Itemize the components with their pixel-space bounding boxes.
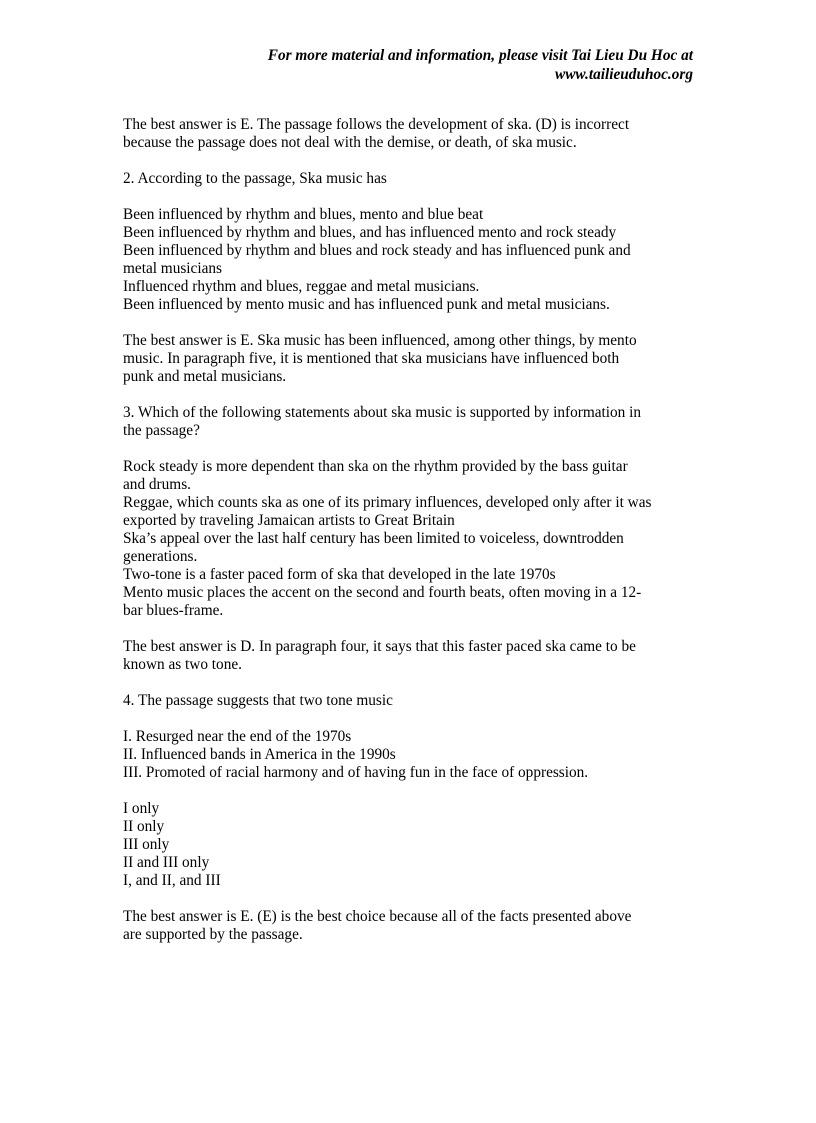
q2-option: Influenced rhythm and blues, reggae and metal musicians. (123, 278, 480, 295)
q2-option: Been influenced by rhythm and blues, mento and blue beat (123, 206, 484, 223)
q2-explanation-line: music. In paragraph five, it is mentioned that ska musicians have influenced both (123, 350, 620, 367)
q4-explanation-line: are supported by the passage. (123, 926, 303, 943)
q3-option: exported by traveling Jamaican artists to Great Britain (123, 512, 455, 529)
q4-option: II and III only (123, 854, 210, 871)
q3-option: Mento music places the accent on the second and fourth beats, often moving in a 12- (123, 584, 642, 601)
q4-question: 4. The passage suggests that two tone music (123, 692, 393, 709)
q2-option: Been influenced by mento music and has influenced punk and metal musicians. (123, 296, 610, 313)
q3-option: bar blues-frame. (123, 602, 224, 619)
header-website: www.tailieuduhoc.org (555, 66, 693, 83)
q3-explanation-line: known as two tone. (123, 656, 242, 673)
q2-option: Been influenced by rhythm and blues and rock steady and has influenced punk and (123, 242, 631, 259)
q3-option: Rock steady is more dependent than ska on the rhythm provided by the bass guitar (123, 458, 628, 475)
q4-statement: II. Influenced bands in America in the 1990s (123, 746, 396, 763)
q4-explanation-line: The best answer is E. (E) is the best choice because all of the facts presented above (123, 908, 632, 925)
q3-option: generations. (123, 548, 198, 565)
q2-explanation-line: The best answer is E. Ska music has been influenced, among other things, by mento (123, 332, 637, 349)
q4-option: II only (123, 818, 165, 835)
document-body (123, 116, 698, 944)
q2-explanation-line: punk and metal musicians. (123, 368, 287, 385)
q4-statement: I. Resurged near the end of the 1970s (123, 728, 352, 745)
q3-option: Two-tone is a faster paced form of ska that developed in the late 1970s (123, 566, 556, 583)
q2-option: Been influenced by rhythm and blues, and has influenced mento and rock steady (123, 224, 617, 241)
q3-option: Ska’s appeal over the last half century has been limited to voiceless, downtrodden (123, 530, 624, 547)
q3-question: the passage? (123, 422, 200, 439)
q3-option: and drums. (123, 476, 191, 493)
q4-option: III only (123, 836, 170, 853)
q2-question: 2. According to the passage, Ska music has (123, 170, 387, 187)
q4-option: I only (123, 800, 160, 817)
q1-explanation-line: The best answer is E. The passage follows the development of ska. (D) is incorrect (123, 116, 630, 133)
header-line-1: For more material and information, please visit Tai Lieu Du Hoc at (267, 47, 693, 64)
q2-option: metal musicians (123, 260, 222, 277)
q3-option: Reggae, which counts ska as one of its primary influences, developed only after it was (123, 494, 652, 511)
q4-option: I, and II, and III (123, 872, 221, 889)
q1-explanation-line: because the passage does not deal with the demise, or death, of ska music. (123, 134, 577, 151)
q4-statement: III. Promoted of racial harmony and of having fun in the face of oppression. (123, 764, 589, 781)
page-header (268, 46, 693, 84)
q3-explanation-line: The best answer is D. In paragraph four, it says that this faster paced ska came to be (123, 638, 636, 655)
q3-question: 3. Which of the following statements about ska music is supported by information in (123, 404, 642, 421)
